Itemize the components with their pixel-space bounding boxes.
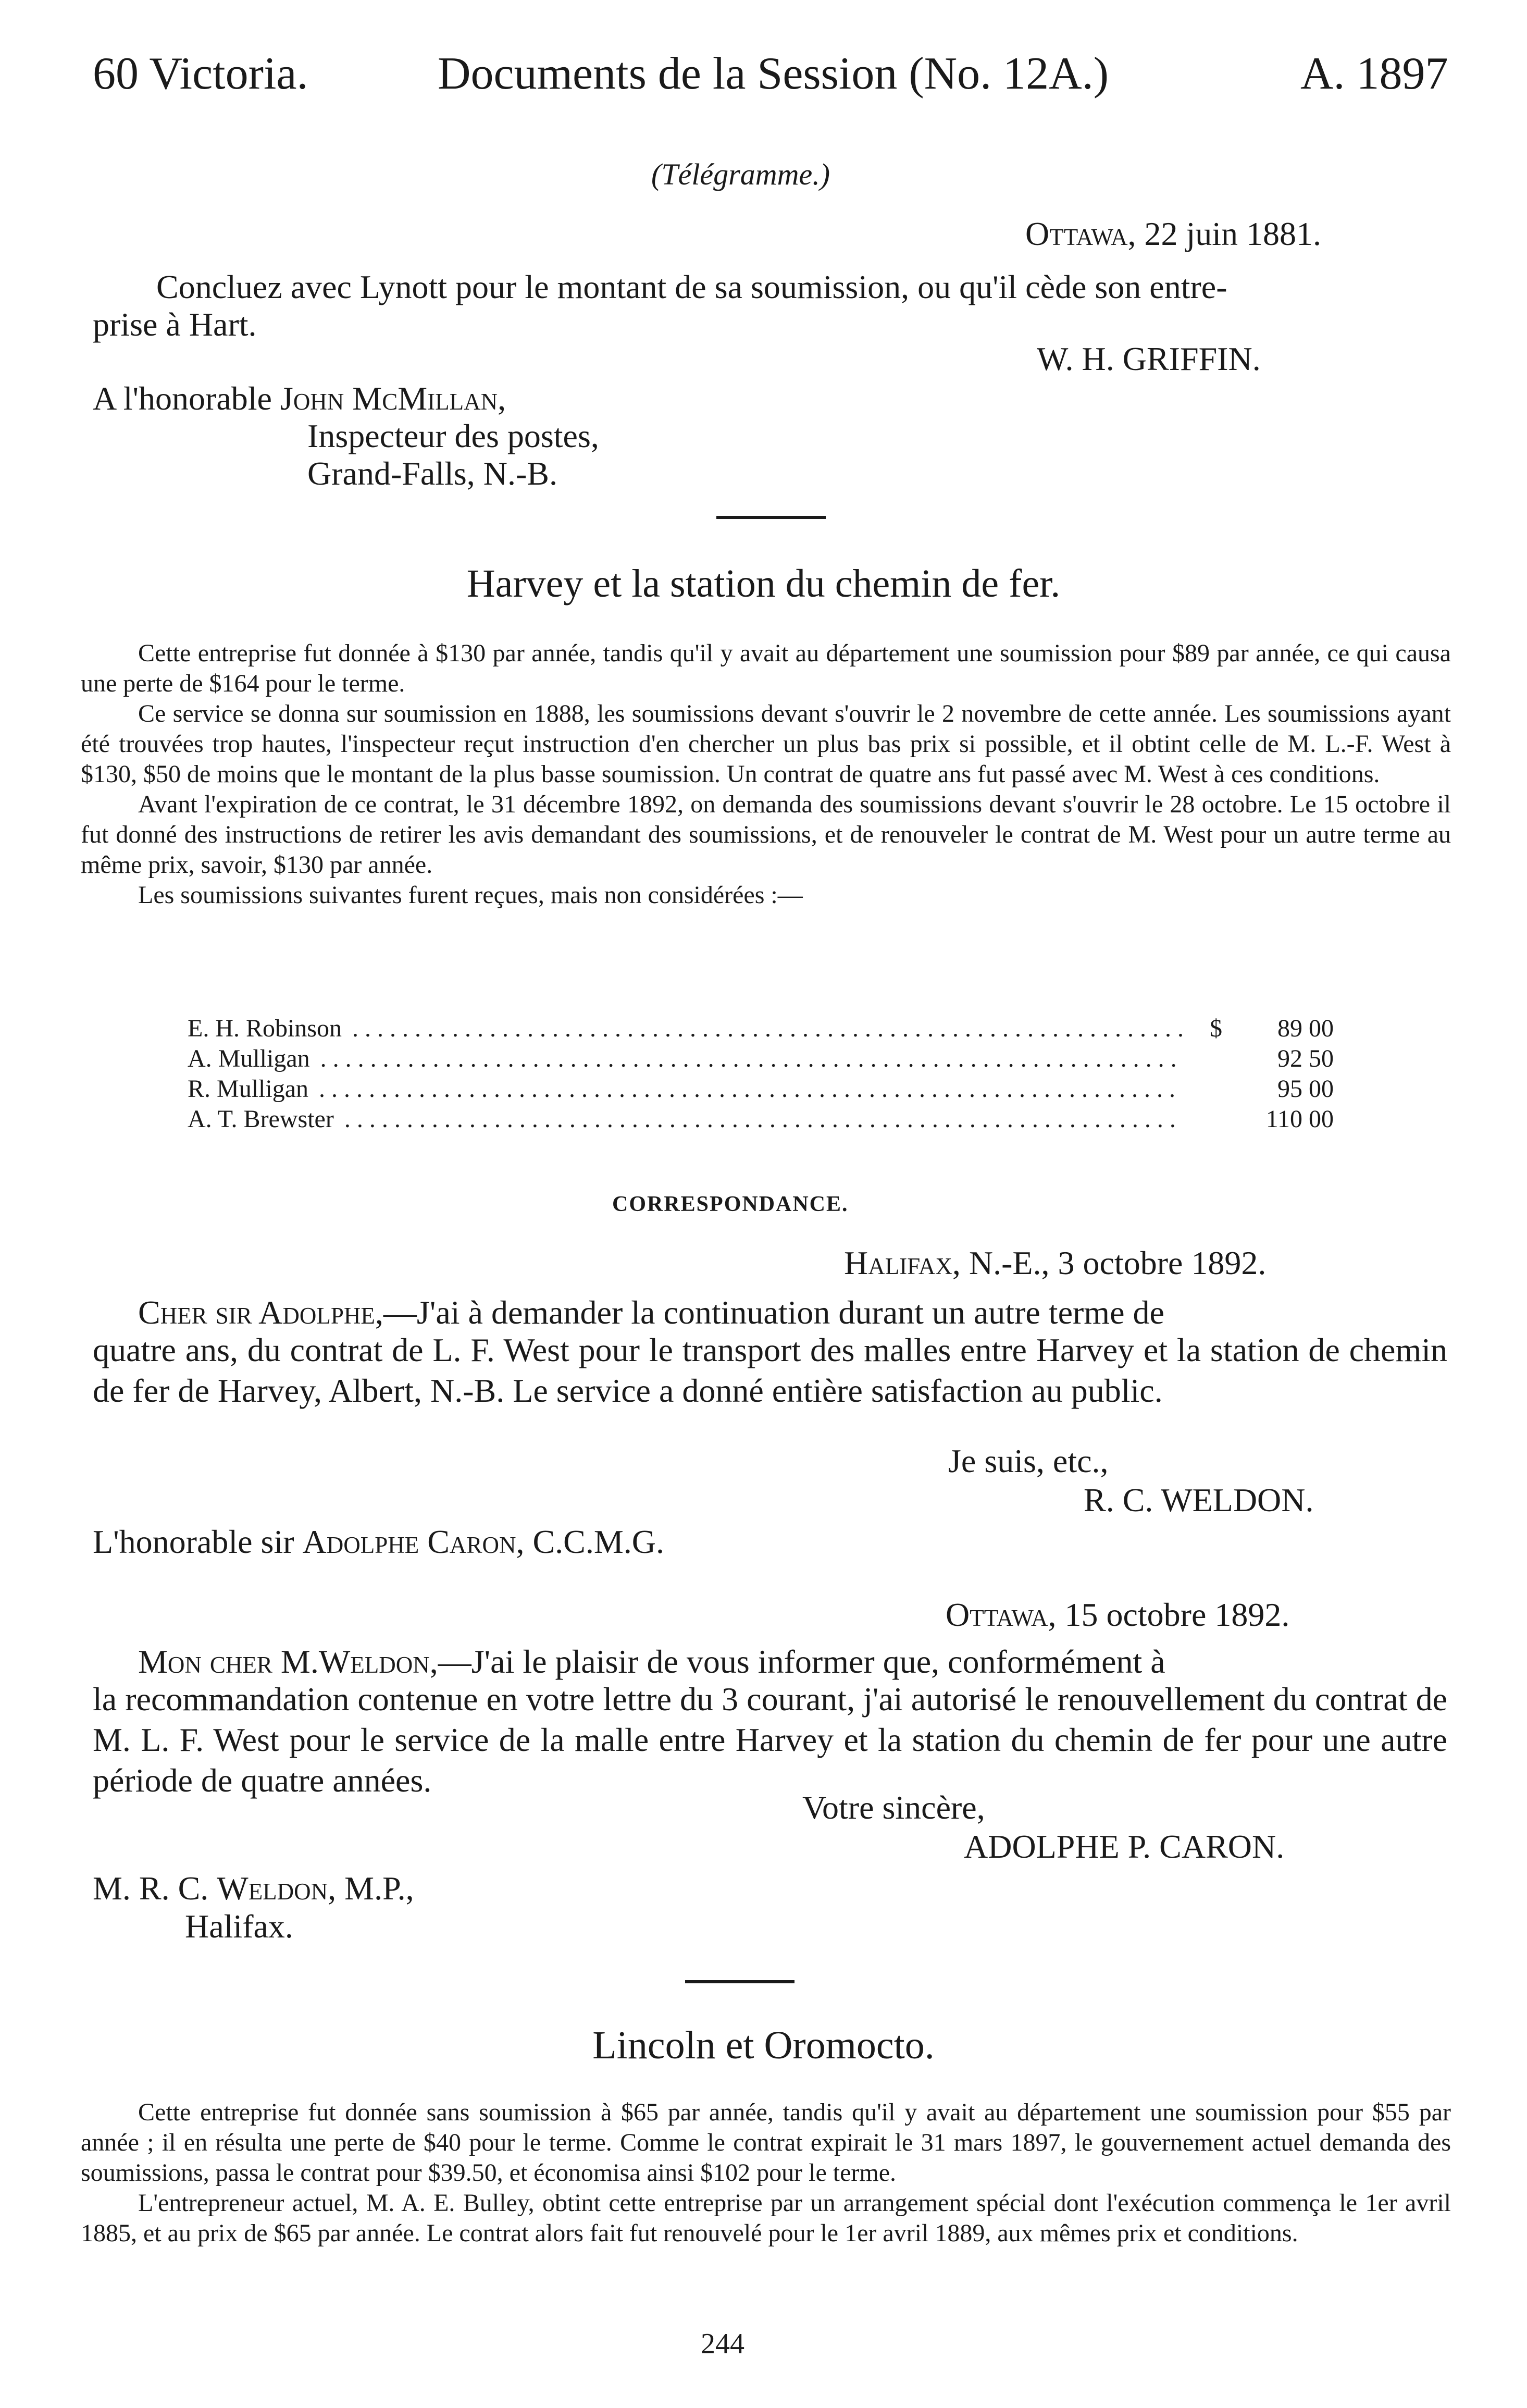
letter2-addressee-suffix: , M.P.,: [328, 1870, 414, 1907]
header-right: A. 1897: [1300, 48, 1448, 99]
harvey-paragraph-4: Les soumissions suivantes furent reçues, mais non considérées :—: [138, 881, 803, 909]
harvey-paragraph-1: Cette entreprise fut donnée à $130 par année, tandis qu'il y avait au département une soumission pour $89 par année, ce qui causa une perte de $164 pour le terme.: [81, 639, 1451, 697]
letter1-signature: R. C. WELDON.: [1084, 1481, 1314, 1518]
letter1-body: quatre ans, du contrat de L. F. West pour le transport des malles entre Harvey et la station de chemin de fer de Harvey, Albert, N.-B. Le service a donné entière satisfaction au public.: [93, 1331, 1447, 1409]
letter1-dateline: [844, 1243, 1266, 1283]
tender-row: [188, 1074, 1334, 1104]
section-divider: [685, 1980, 794, 1983]
header-left: 60 Victoria.: [93, 48, 308, 99]
letter2-addressee: [93, 1868, 414, 1909]
tender-name: A. Mulligan: [188, 1045, 314, 1072]
tender-amount: 110 00: [1265, 1105, 1334, 1133]
tender-row: [188, 1014, 1334, 1044]
letter2-salutation: Mon cher M.Weldon,: [138, 1643, 438, 1680]
harvey-paragraph-3: Avant l'expiration de ce contrat, le 31 décembre 1892, on demanda des soumissions devant s'ouvrir le 28 octobre. Le 15 octobre il fut donné des instructions de retirer les avis demandant des soumissions, et de renouveler le contrat de M. West pour un autre terme au même prix, savoir, $130 par année.: [81, 791, 1451, 879]
section-title-harvey: Harvey et la station du chemin de fer.: [466, 562, 1061, 606]
harvey-paragraphs: [81, 638, 1451, 910]
letter2-addressee-prefix: M. R. C.: [93, 1870, 217, 1907]
dateline-date: , 22 juin 1881.: [1127, 215, 1322, 252]
header-center: Documents de la Session (No. 12A.): [438, 48, 1109, 99]
section-divider: [716, 516, 826, 519]
letter2-body-first: —J'ai le plaisir de vous informer que, conformément à: [438, 1643, 1165, 1680]
section-title-lincoln: Lincoln et Oromocto.: [592, 2023, 935, 2067]
letter1-closing: Je suis, etc.,: [948, 1442, 1109, 1479]
harvey-paragraph-2: Ce service se donna sur soumission en 1888, les soumissions devant s'ouvrir le 2 novembre de cette année. Les soumissions ayant été trouvées trop hautes, l'inspecteur reçut instruction d'en chercher un plus bas prix si possible, et il obtint celle de M. L.-F. West à $130, $50 de moins que le montant de la plus basse soumission. Un contrat de quatre ans fut passé avec M. West à ces conditions.: [81, 700, 1451, 788]
letter2-first-line: [138, 1641, 1165, 1682]
tender-name: A. T. Brewster: [188, 1105, 338, 1133]
telegram-addressee-title: Inspecteur des postes,: [307, 417, 599, 454]
letter1-addressee: [93, 1522, 664, 1562]
tender-name: E. H. Robinson: [188, 1015, 346, 1042]
tender-amount: 92 50: [1277, 1045, 1334, 1072]
lincoln-paragraphs: [81, 2097, 1451, 2249]
page-number: 244: [701, 2328, 744, 2360]
telegram-label: (Télégramme.): [651, 157, 830, 191]
correspondence-heading: CORRESPONDANCE.: [612, 1192, 849, 1216]
tender-row: [188, 1044, 1334, 1074]
telegram-body-line2: prise à Hart.: [93, 306, 257, 343]
letter1-body-first: —J'ai à demander la continuation durant un autre terme de: [383, 1294, 1164, 1331]
addressee-prefix: A l'honorable: [93, 380, 280, 417]
letter2-place: Ottawa: [946, 1596, 1048, 1633]
letter1-place: Halifax: [844, 1244, 952, 1281]
dateline-place: Ottawa: [1025, 215, 1128, 252]
lincoln-paragraph-1: Cette entreprise fut donnée sans soumission à $65 par année, tandis qu'il y avait au département une soumission pour $55 par année ; il en résulta une perte de $40 pour le terme. Comme le contrat expirait le 31 mars 1897, le gouvernement actuel demanda des soumissions, passa le contrat pour $39.50, et économisa ainsi $102 pour le terme.: [81, 2098, 1451, 2187]
letter2-addressee-name: Weldon: [217, 1870, 328, 1907]
tender-row: [188, 1104, 1334, 1134]
addressee-name: John McMillan,: [280, 380, 506, 417]
telegram-signature: W. H. GRIFFIN.: [1037, 340, 1261, 377]
telegram-body-line1: Concluez avec Lynott pour le montant de sa soumission, ou qu'il cède son entre-: [156, 268, 1227, 305]
letter2-addressee-city: Halifax.: [185, 1908, 293, 1945]
tender-amount: 89 00: [1277, 1015, 1334, 1042]
telegram-addressee-place: Grand-Falls, N.-B.: [307, 455, 557, 492]
telegram-addressee: [93, 378, 506, 419]
letter1-addressee-prefix: L'honorable sir: [93, 1523, 303, 1560]
tender-amount: 95 00: [1277, 1075, 1334, 1103]
letter2-closing: Votre sincère,: [802, 1789, 985, 1826]
letter2-signature: ADOLPHE P. CARON.: [964, 1828, 1285, 1865]
letter1-date: , N.-E., 3 octobre 1892.: [952, 1244, 1267, 1281]
lincoln-paragraph-2: L'entrepreneur actuel, M. A. E. Bulley, obtint cette entreprise par un arrangement spécial dont l'exécution commença le 1er avril 1885, et au prix de $65 par année. Le contrat alors fait fut renouvelé pour le 1er avril 1889, aux mêmes prix et conditions.: [81, 2189, 1451, 2247]
letter2-date: , 15 octobre 1892.: [1048, 1596, 1290, 1633]
letter1-addressee-name: Adolphe Caron: [302, 1523, 516, 1560]
letter1-salutation: Cher sir Adolphe,: [138, 1294, 383, 1331]
letter2-dateline: [946, 1595, 1289, 1635]
letter1-first-line: [138, 1292, 1164, 1333]
telegram-dateline: [1025, 214, 1321, 254]
tender-currency: $: [1210, 1015, 1222, 1042]
tender-name: R. Mulligan: [188, 1075, 313, 1103]
letter1-addressee-suffix: , C.C.M.G.: [516, 1523, 664, 1560]
letter2-body: la recommandation contenue en votre lettre du 3 courant, j'ai autorisé le renouvellement du contrat de M. L. F. West pour le service de la malle entre Harvey et la station du chemin de fer pour une autre période de quatre années.: [93, 1681, 1447, 1799]
